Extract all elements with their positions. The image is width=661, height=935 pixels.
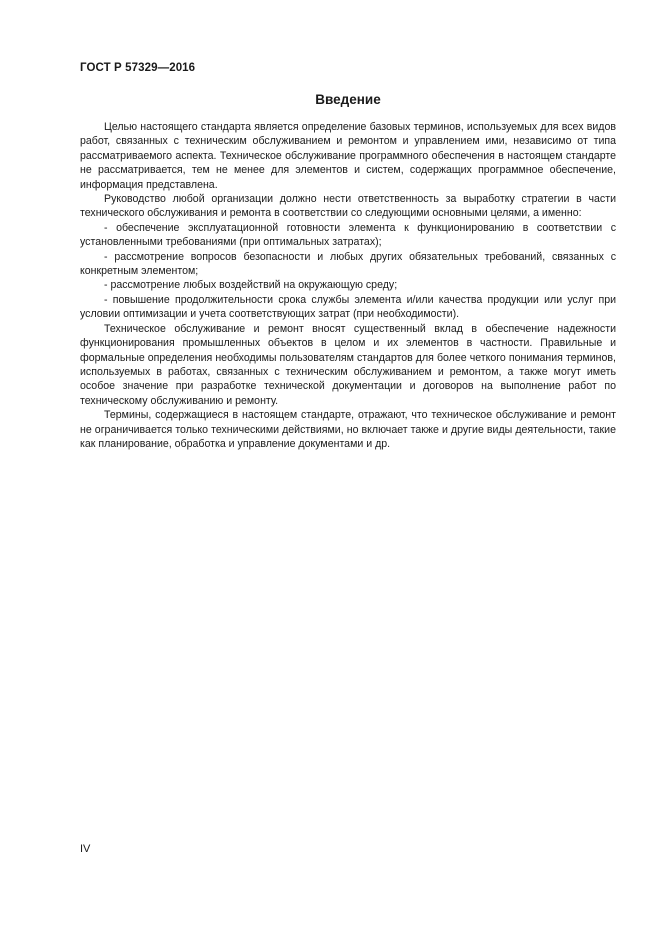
section-title: Введение (315, 92, 381, 107)
list-item: - повышение продолжительности срока службы элемента и/или качества продукции или услуг при условии оптимизации и учета соответствующих затрат (при необходимости). (80, 293, 616, 321)
page-number: IV (80, 843, 91, 855)
list-item: - рассмотрение любых воздействий на окружающую среду; (104, 279, 398, 292)
paragraph: Термины, содержащиеся в настоящем стандарте, отражают, что техническое обслуживание и ремонт не ограничивается только техническими действиями, но включает также и другие виды деятельности, такие как планирование, обработка и управление документами и др. (80, 409, 616, 450)
paragraph: Техническое обслуживание и ремонт вносят существенный вклад в обеспечение надежности функционирования промышленных объектов в целом и их элементов в частности. Правильные и формальные определения необходимы пользователям стандартов для более четкого понимания терминов, используемых в работах, связанных с техническим обслуживанием и ремонтом, а также могут иметь особое значение при разработке технической документации и договоров на выполнение работ по техническому обслуживанию и ремонту. (80, 322, 616, 407)
document-id: ГОСТ Р 57329—2016 (80, 62, 196, 74)
body-text (80, 120, 616, 451)
paragraph: Руководство любой организации должно нести ответственность за выработку стратегии в части технического обслуживания и ремонта в соответствии со следующими основными целями, а именно: (80, 193, 616, 220)
list-item: - обеспечение эксплуатационной готовности элемента к функционированию в соответствии с установленными требованиями (при оптимальных затратах); (80, 221, 616, 249)
list-item: - рассмотрение вопросов безопасности и любых других обязательных требований, связанных с конкретным элементом; (80, 250, 616, 278)
paragraph: Целью настоящего стандарта является определение базовых терминов, используемых для всех видов работ, связанных с техническим обслуживанием и ремонтом и управлением ими, независимо от типа рассматриваемого аспекта. Техническое обслуживание программного обеспечения в настоящем стандарте не рассматривается, тем не менее для элементов и систем, содержащих программное обеспечение, информация представлена. (80, 121, 616, 191)
